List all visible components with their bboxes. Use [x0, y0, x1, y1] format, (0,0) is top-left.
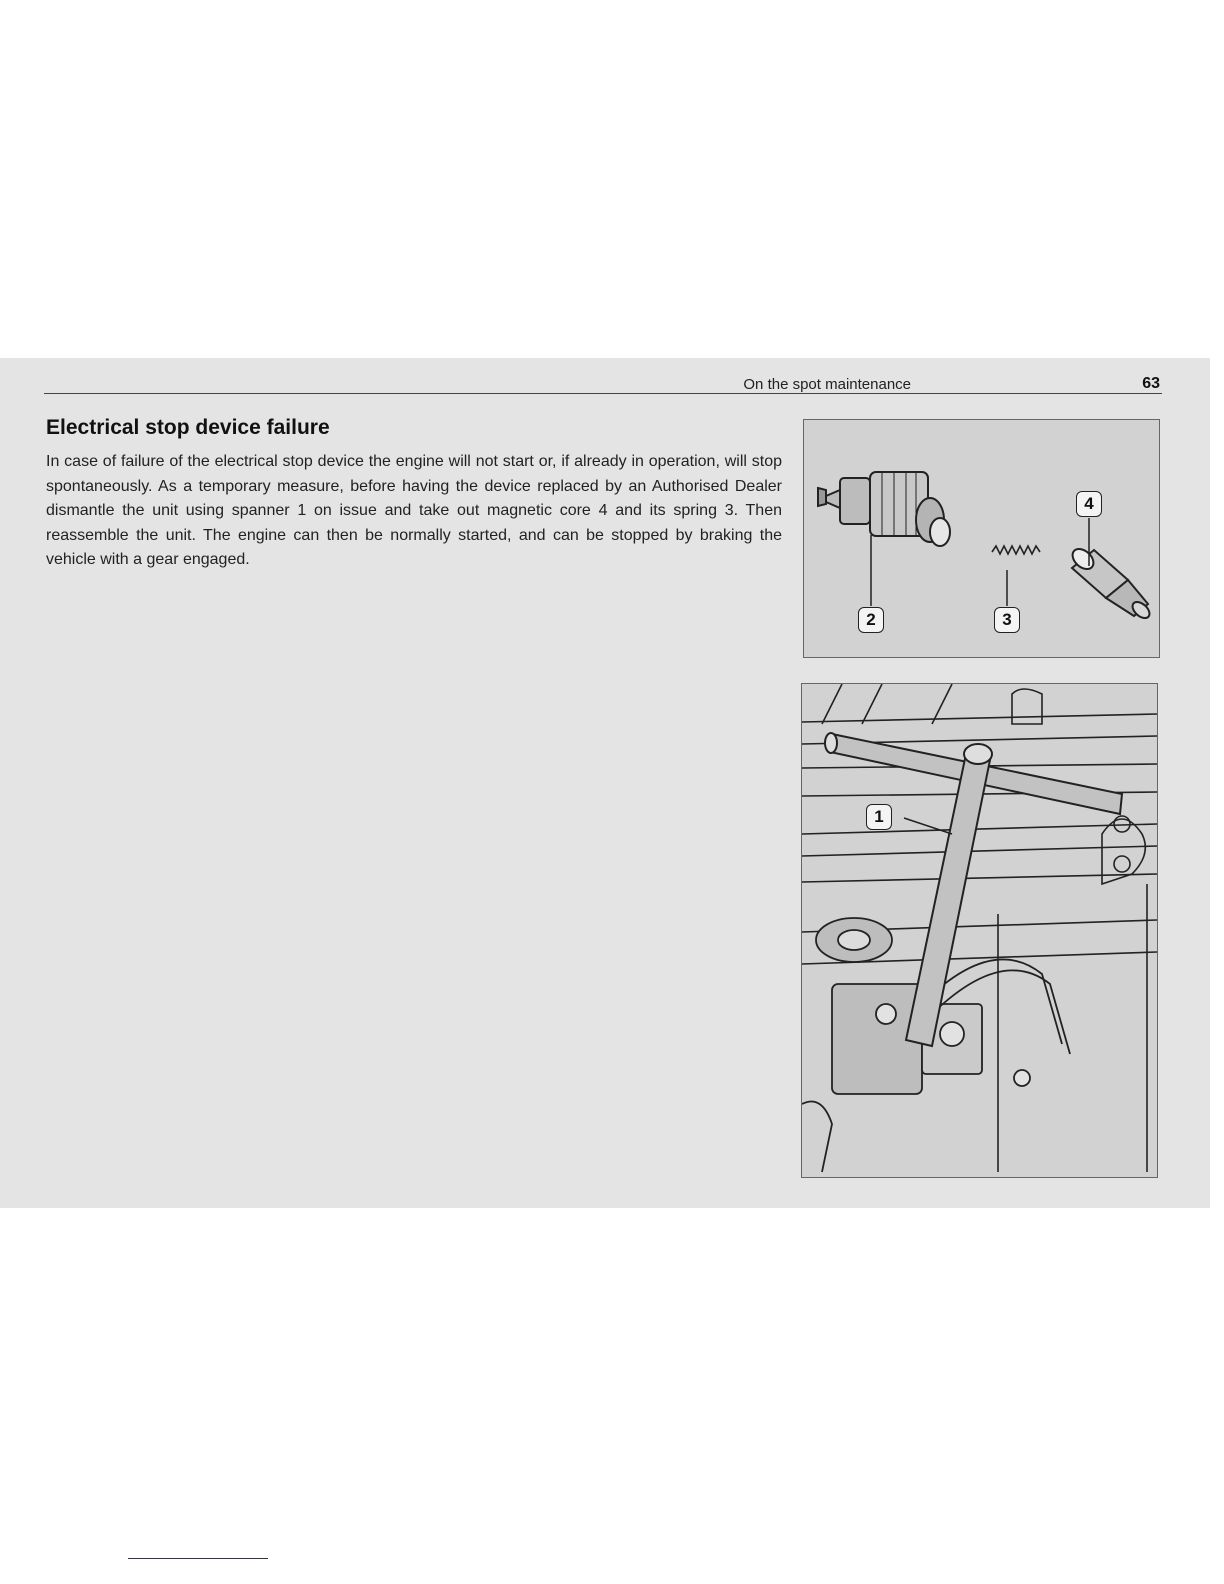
callout-4: 4 [1076, 491, 1102, 517]
engine-figure [801, 683, 1158, 1178]
callout-1: 1 [866, 804, 892, 830]
parts-figure [803, 419, 1160, 658]
engine-illustration [802, 684, 1157, 1177]
spring-icon [992, 546, 1040, 554]
callout-3: 3 [994, 607, 1020, 633]
magnetic-core-icon [1069, 545, 1153, 621]
section-title: Electrical stop device failure [46, 416, 330, 439]
solenoid-body-icon [818, 472, 950, 546]
page-number: 63 [1142, 375, 1160, 392]
running-title: On the spot maintenance [743, 376, 911, 393]
footer-rule [128, 1558, 268, 1559]
section-body: In case of failure of the electrical stop device the engine will not start or, if already in operation, will stop spontaneously. As a temporary measure, before having the device replaced by an Authorised Dealer dismantle the unit using spanner 1 on issue and take out magnetic core 4 and its spring 3. Then reassemble the unit. The engine can then be normally started, and can be stopped by braking the vehicle with a gear engaged. [46, 453, 782, 568]
callout-2: 2 [858, 607, 884, 633]
header-rule [44, 393, 1162, 394]
